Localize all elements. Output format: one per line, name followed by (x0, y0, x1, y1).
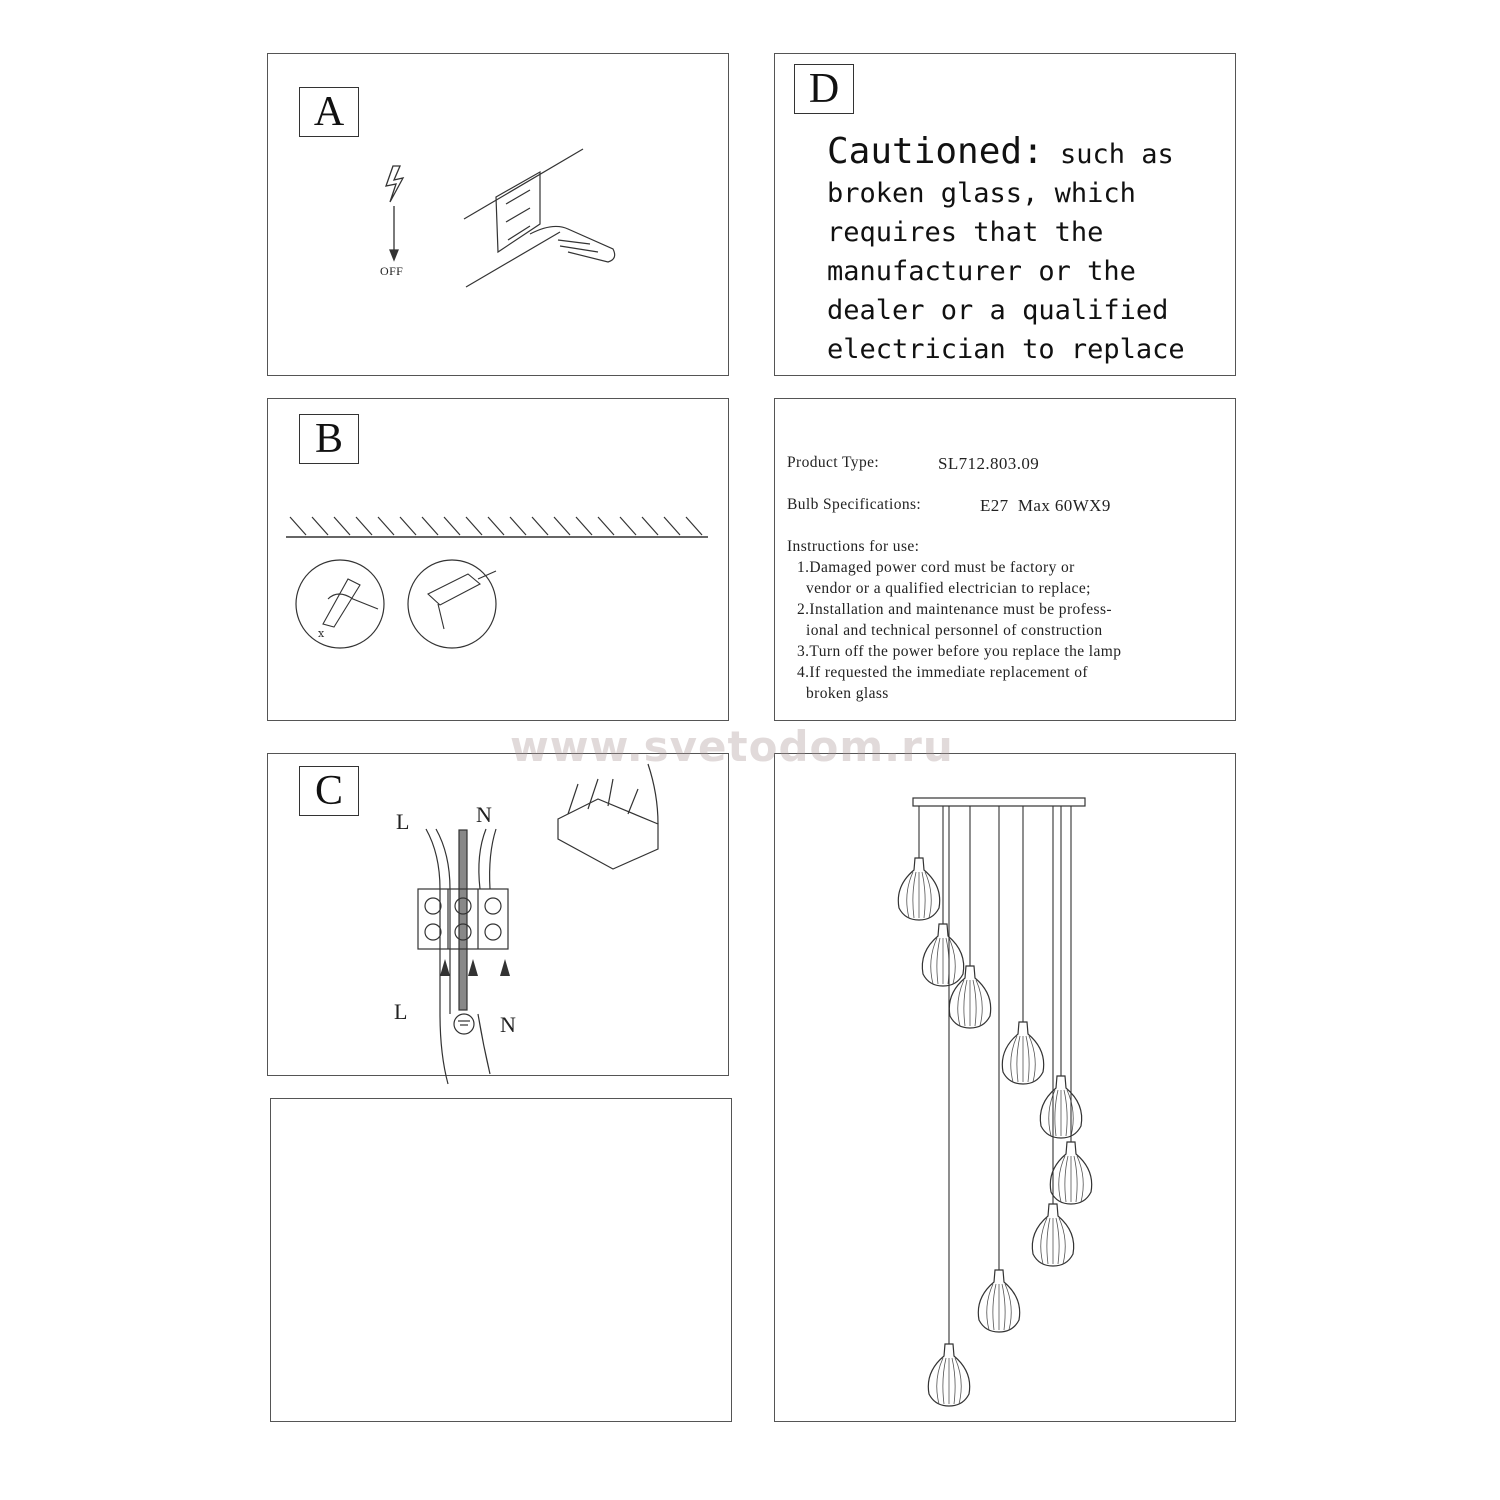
product-type-value: SL712.803.09 (938, 454, 1040, 473)
bulb-spec-value: E27 Max 60WX9 (980, 496, 1111, 515)
lightning-bolt-icon (386, 166, 403, 202)
panel-c-label: C (299, 766, 359, 816)
panel-d (774, 53, 1236, 376)
panel-specifications (774, 398, 1236, 721)
ceiling-drill-illustration (268, 399, 730, 722)
instruction-line: vendor or a qualified electrician to replace; (806, 580, 1091, 597)
product-type-label: Product Type: (787, 454, 880, 471)
arrow-down-icon (390, 206, 398, 260)
instruction-line: broken glass (806, 685, 889, 702)
switch-off-illustration (268, 54, 730, 377)
panel-b-label: B (299, 414, 359, 464)
chandelier-illustration (775, 754, 1237, 1423)
off-text: OFF (380, 264, 404, 278)
panel-blank (270, 1098, 732, 1422)
panel-d-label: D (794, 64, 854, 114)
drill-circle (408, 560, 496, 648)
wiring-diagram (268, 754, 730, 1077)
watermark: www.svetodom.ru (510, 722, 954, 771)
instructions-title: Instructions for use: (787, 538, 920, 555)
wire-label-l-bottom: L (394, 999, 408, 1024)
bulb-spec-label: Bulb Specifications: (787, 496, 922, 513)
caution-text: Cautioned: such as broken glass, which requires that the manufacturer or the dealer or a qualified electrician to replace (827, 131, 1185, 365)
instruction-line: 4.If requested the immediate replacement of (797, 664, 1088, 681)
wire-label-n-bottom: N (500, 1012, 516, 1037)
marking-pen-circle (296, 560, 384, 648)
panel-b (267, 398, 729, 721)
panel-chandelier (774, 753, 1236, 1422)
instruction-line: 1.Damaged power cord must be factory or (797, 559, 1075, 576)
caution-heading: Cautioned: (827, 131, 1044, 172)
wall-switch-drawing (464, 149, 615, 287)
instruction-line: 2.Installation and maintenance must be profess- (797, 601, 1112, 618)
panel-c (267, 753, 729, 1076)
svg-text:x: x (318, 627, 325, 640)
wire-label-n-top: N (476, 802, 492, 827)
ceiling-hatch (290, 517, 702, 535)
instruction-line: 3.Turn off the power before you replace the lamp (797, 643, 1122, 660)
wire-label-l-top: L (396, 809, 410, 834)
panel-a-label: A (299, 87, 359, 137)
instruction-line: ional and technical personnel of construction (806, 622, 1103, 639)
panel-a (267, 53, 729, 376)
